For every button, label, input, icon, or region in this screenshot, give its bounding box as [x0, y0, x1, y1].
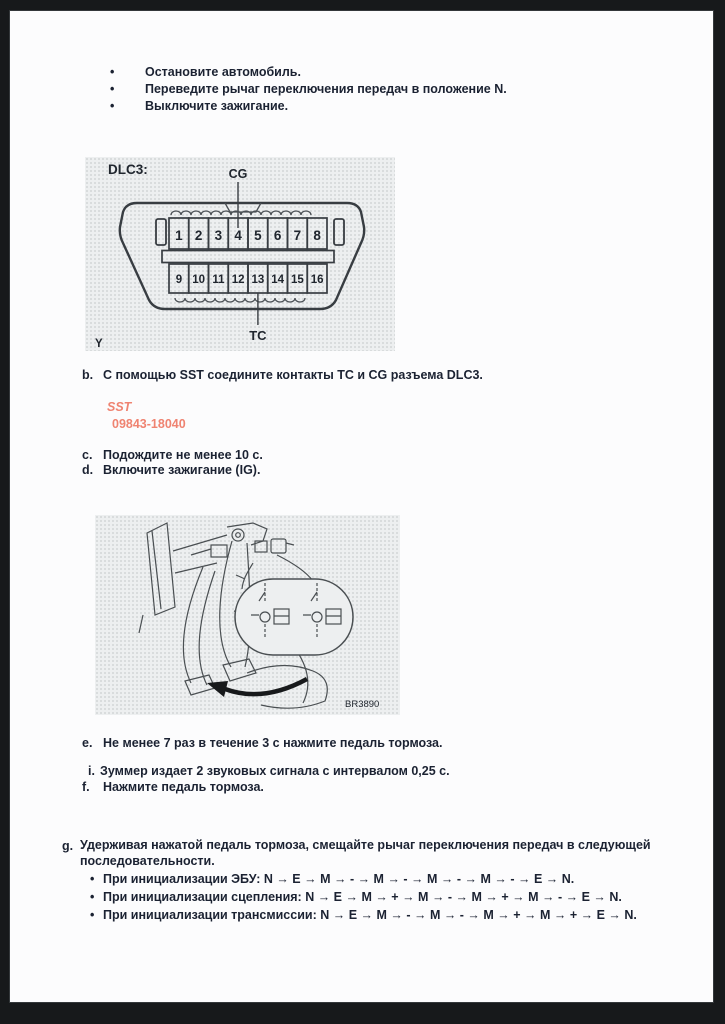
- pin-number: 7: [293, 228, 302, 243]
- callout-capsule: [235, 579, 353, 655]
- sst-part-number: 09843-18040: [112, 417, 186, 431]
- step-letter: g.: [62, 839, 74, 853]
- bottom-scallop-edge: [175, 298, 305, 302]
- bullet-icon: •: [90, 890, 95, 904]
- pin-number: 5: [254, 228, 262, 243]
- list-item: [90, 889, 637, 907]
- pin-number: 3: [214, 228, 223, 243]
- list-item-label: Переведите рычаг переключения передач в положение N.: [145, 82, 507, 96]
- pin-number: 2: [194, 228, 203, 243]
- step-e: [82, 735, 442, 751]
- pin-number: 4: [234, 228, 242, 243]
- cg-pin-label: CG: [228, 167, 248, 181]
- manual-page: [9, 10, 714, 1003]
- figure-corner-label: Y: [95, 338, 103, 350]
- bullet-icon: •: [110, 82, 115, 96]
- step-text: С помощью SST соедините контакты TC и CG разъема DLC3.: [103, 368, 483, 382]
- pin-number: 9: [175, 274, 183, 286]
- step-d: [82, 462, 260, 478]
- step-text: Зуммер издает 2 звуковых сигнала с интервалом 0,25 с.: [100, 764, 450, 778]
- list-item: [110, 64, 507, 81]
- step-g: [62, 838, 682, 869]
- pin-number: 15: [291, 274, 304, 286]
- list-item: [110, 98, 507, 115]
- step-text: Нажмите педаль тормоза.: [103, 780, 264, 794]
- pin-number: 8: [313, 228, 321, 243]
- bullet-icon: •: [90, 908, 95, 922]
- step-c: [82, 447, 263, 463]
- list-item: [110, 81, 507, 98]
- left-mount-slot: [156, 219, 166, 245]
- step-text: Не менее 7 раз в течение 3 с нажмите педаль тормоза.: [103, 736, 443, 750]
- list-item-label: Выключите зажигание.: [145, 99, 289, 113]
- step-i: [88, 763, 450, 779]
- list-item: [90, 871, 637, 889]
- right-mount-slot: [334, 219, 344, 245]
- pin-number: 12: [231, 274, 245, 286]
- pin-number: 13: [251, 274, 265, 286]
- bullet-icon: •: [110, 65, 115, 79]
- sst-label: SST: [107, 400, 132, 414]
- pin-number: 1: [175, 228, 183, 243]
- intro-bullet-list: [110, 64, 507, 115]
- sequence-text: При инициализации сцепления: N → E → M → + → M → - → M → + → M → - → E → N.: [103, 890, 622, 904]
- step-letter: e.: [82, 736, 93, 750]
- pedal-figure: [95, 515, 400, 715]
- step-letter: d.: [82, 463, 94, 477]
- list-item-label: Остановите автомобиль.: [145, 65, 301, 79]
- step-b: [82, 367, 483, 383]
- arrow-icon: [225, 679, 307, 694]
- sequence-text: При инициализации ЭБУ: N → E → M → - → M → - → M → - → M → - → E → N.: [103, 872, 575, 886]
- pin-number: 10: [192, 274, 205, 286]
- sequence-text: При инициализации трансмиссии: N → E → M → - → M → - → M → + → M → + → E → N.: [103, 908, 637, 922]
- top-pin-row: [169, 218, 327, 249]
- pin-number: 6: [273, 228, 282, 243]
- step-letter: i.: [88, 764, 95, 778]
- brake-pedal-illustration: [95, 515, 400, 715]
- bottom-pin-numbers: [176, 274, 324, 286]
- bullet-icon: •: [110, 99, 115, 113]
- connector-middle-bar: [162, 251, 334, 263]
- dlc3-connector-diagram: [85, 157, 395, 351]
- step-letter: c.: [82, 448, 93, 462]
- pin-number: 16: [310, 274, 324, 286]
- bullet-icon: •: [90, 872, 95, 886]
- step-text: Подождите не менее 10 с.: [103, 448, 263, 462]
- shift-sequence-list: [90, 871, 637, 925]
- step-letter: f.: [82, 780, 90, 794]
- dlc3-figure-title: DLC3:: [108, 162, 148, 177]
- list-item: [90, 907, 637, 925]
- figure-code: BR3890: [345, 699, 380, 710]
- tc-pin-label: TC: [249, 328, 267, 343]
- step-text: Удерживая нажатой педаль тормоза, смещайте рычаг переключения передач в следующей последовательности.: [80, 838, 651, 868]
- step-f: [82, 779, 264, 795]
- step-text: Включите зажигание (IG).: [103, 463, 261, 477]
- dlc3-figure: [85, 157, 395, 351]
- pin-number: 11: [212, 274, 225, 286]
- pin-number: 14: [271, 274, 284, 286]
- step-letter: b.: [82, 368, 94, 382]
